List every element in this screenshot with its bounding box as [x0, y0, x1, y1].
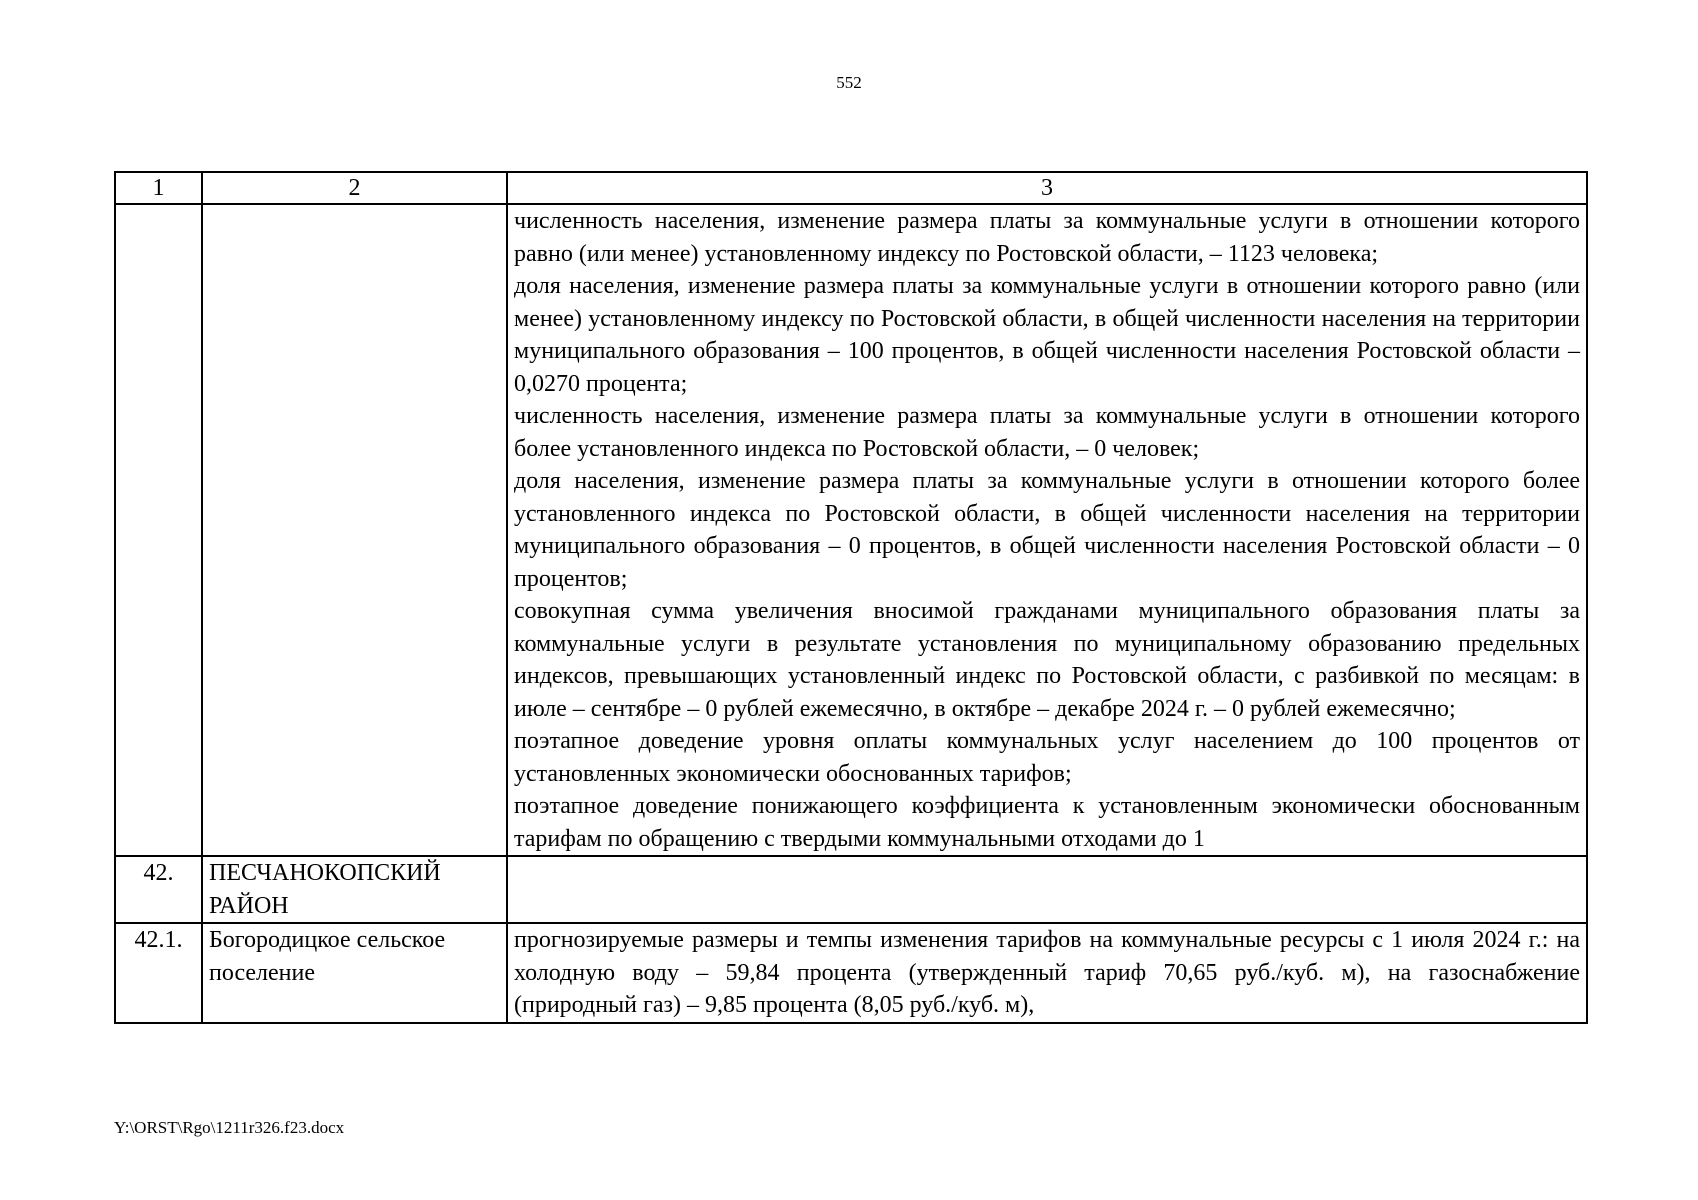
empty-cell	[202, 204, 507, 856]
file-path: Y:\ORST\Rgo\1211r326.f23.docx	[114, 1118, 345, 1137]
continuation-text-cell	[507, 204, 1587, 856]
document-table	[114, 171, 1588, 1024]
district-name: ПЕСЧАНОКОПСКИЙ РАЙОН	[202, 856, 507, 923]
settlement-name: Богородицкое сельское поселение	[202, 923, 507, 1023]
empty-cell	[115, 204, 202, 856]
paragraph: совокупная сумма увеличения вносимой гражданами муниципального образования платы за коммунальные услуги в результате установления по муниципальному образованию предельных индексов, превышающих установленный индекс по Ростовской области, с разбивкой по месяцам: в июле – сентябре – 0 рублей ежемесячно, в октябре – декабре 2024 г. – 0 рублей ежемесячно;	[514, 598, 1580, 722]
paragraph: доля населения, изменение размера платы за коммунальные услуги в отношении которого более установленного индекса по Ростовской области, в общей численности населения на территории муниципального образования – 0 процентов, в общей численности населения Ростовской области – 0 процентов;	[514, 468, 1580, 592]
header-col-2: 2	[202, 172, 507, 204]
paragraph: прогнозируемые размеры и темпы изменения тарифов на коммунальные ресурсы с 1 июля 2024 г.: на холодную воду – 59,84 процента (утвержденный тариф 70,65 руб./куб. м), на газоснабжение (природный газ) – 9,85 процента (8,05 руб./куб. м),	[514, 927, 1580, 1018]
paragraph: поэтапное доведение понижающего коэффициента к установленным экономически обоснованным тарифам по обращению с твердыми коммунальными отходами до 1	[514, 793, 1580, 852]
table-header-row	[115, 172, 1587, 204]
row-number: 42.	[115, 856, 202, 923]
empty-cell	[507, 856, 1587, 923]
table-row-settlement	[115, 923, 1587, 1023]
paragraph: поэтапное доведение уровня оплаты коммунальных услуг населением до 100 процентов от установленных экономически обоснованных тарифов;	[514, 728, 1580, 787]
header-col-3: 3	[507, 172, 1587, 204]
paragraph: численность населения, изменение размера платы за коммунальные услуги в отношении которого более установленного индекса по Ростовской области, – 0 человек;	[514, 403, 1580, 462]
paragraph: численность населения, изменение размера платы за коммунальные услуги в отношении которого равно (или менее) установленному индексу по Ростовской области, – 1123 человека;	[514, 208, 1580, 267]
table-row-district	[115, 856, 1587, 923]
table-row-continuation	[115, 204, 1587, 856]
paragraph: доля населения, изменение размера платы за коммунальные услуги в отношении которого равно (или менее) установленному индексу по Ростовской области, в общей численности населения на территории муниципального образования – 100 процентов, в общей численности населения Ростовской области – 0,0270 процента;	[514, 273, 1580, 397]
page-number: 552	[836, 73, 862, 92]
row-number: 42.1.	[115, 923, 202, 1023]
settlement-text-cell	[507, 923, 1587, 1023]
header-col-1: 1	[115, 172, 202, 204]
